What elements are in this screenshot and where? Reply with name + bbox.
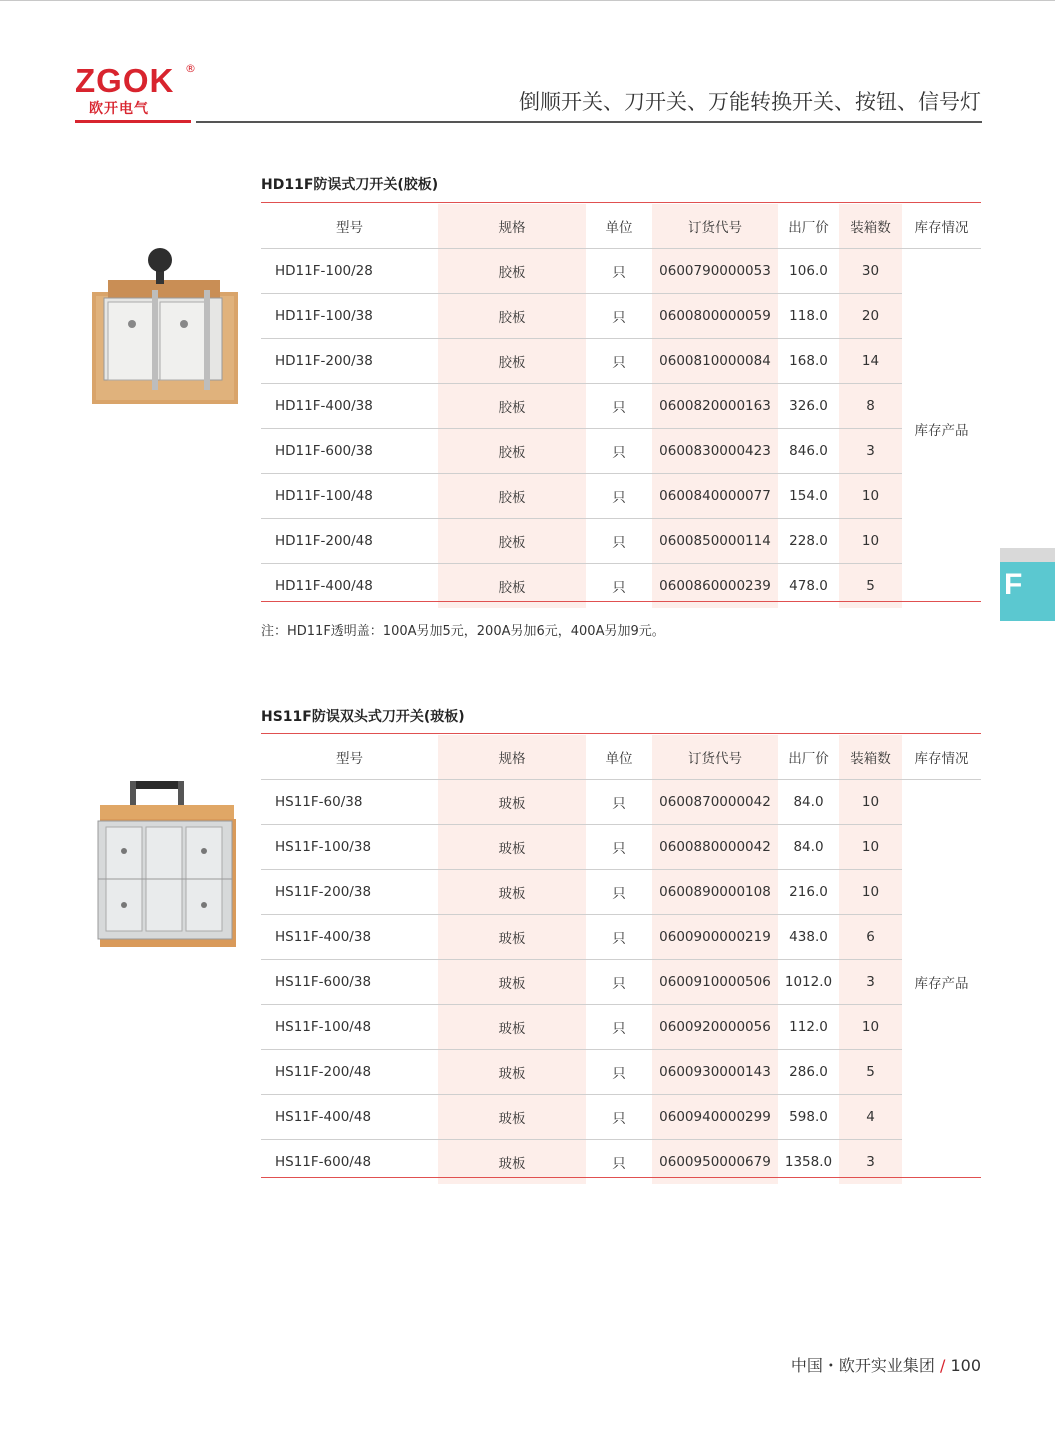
cell-price: 216.0 <box>778 870 839 915</box>
cell-spec: 玻板 <box>438 960 586 1005</box>
col-header-order-code: 订货代号 <box>652 204 778 249</box>
cell-pack-qty: 3 <box>839 429 902 474</box>
table-row <box>261 780 981 825</box>
cell-price: 168.0 <box>778 339 839 384</box>
cell-model: HD11F-400/48 <box>261 564 438 609</box>
cell-order-code: 0600860000239 <box>652 564 778 609</box>
cell-order-code: 0600850000114 <box>652 519 778 564</box>
col-header-stock: 库存情况 <box>914 220 969 236</box>
cell-unit: 只 <box>586 915 652 960</box>
table-row <box>261 474 981 519</box>
cell-pack-qty: 14 <box>839 339 902 384</box>
cell-unit: 只 <box>586 870 652 915</box>
cell-order-code: 0600800000059 <box>652 294 778 339</box>
table-header-row <box>261 735 981 780</box>
cell-price: 106.0 <box>778 249 839 294</box>
cell-model: HS11F-100/48 <box>261 1005 438 1050</box>
col-header-pack-qty: 装箱数 <box>839 735 902 780</box>
cell-price: 118.0 <box>778 294 839 339</box>
cell-price: 286.0 <box>778 1050 839 1095</box>
top-border <box>0 0 1055 1</box>
cell-pack-qty: 4 <box>839 1095 902 1140</box>
cell-order-code: 0600870000042 <box>652 780 778 825</box>
cell-price: 326.0 <box>778 384 839 429</box>
cell-order-code: 0600930000143 <box>652 1050 778 1095</box>
cell-model: HD11F-100/48 <box>261 474 438 519</box>
cell-pack-qty: 10 <box>839 870 902 915</box>
footer-company: 中国・欧开实业集团 <box>790 1356 935 1375</box>
cell-pack-qty: 3 <box>839 960 902 1005</box>
cell-pack-qty: 20 <box>839 294 902 339</box>
cell-order-code: 0600940000299 <box>652 1095 778 1140</box>
page-title: 倒顺开关、刀开关、万能转换开关、按钮、信号灯 <box>519 90 981 114</box>
cell-order-code: 0600890000108 <box>652 870 778 915</box>
cell-spec: 玻板 <box>438 1050 586 1095</box>
cell-price: 112.0 <box>778 1005 839 1050</box>
cell-price: 598.0 <box>778 1095 839 1140</box>
brand-name: ZGOK <box>75 62 175 99</box>
cell-pack-qty: 10 <box>839 474 902 519</box>
cell-unit: 只 <box>586 1050 652 1095</box>
cell-spec: 玻板 <box>438 825 586 870</box>
cell-model: HD11F-100/38 <box>261 294 438 339</box>
table-row <box>261 249 981 294</box>
cell-spec: 玻板 <box>438 780 586 825</box>
cell-order-code: 0600900000219 <box>652 915 778 960</box>
section-tab <box>1000 562 1055 621</box>
cell-spec: 玻板 <box>438 870 586 915</box>
brand-subtitle: 欧开电气 <box>89 101 149 117</box>
cell-model: HS11F-400/48 <box>261 1095 438 1140</box>
table-row <box>261 339 981 384</box>
cell-order-code: 0600830000423 <box>652 429 778 474</box>
cell-model: HD11F-100/28 <box>261 249 438 294</box>
table-row <box>261 1050 981 1095</box>
cell-unit: 只 <box>586 339 652 384</box>
section2-top-rule <box>261 733 981 734</box>
cell-pack-qty: 8 <box>839 384 902 429</box>
cell-pack-qty: 10 <box>839 1005 902 1050</box>
cell-spec: 胶板 <box>438 294 586 339</box>
cell-spec: 胶板 <box>438 339 586 384</box>
logo-underline <box>75 120 191 123</box>
cell-model: HS11F-100/38 <box>261 825 438 870</box>
cell-spec: 胶板 <box>438 249 586 294</box>
col-header-price: 出厂价 <box>788 751 829 767</box>
cell-model: HS11F-200/48 <box>261 1050 438 1095</box>
hd11f-product-image <box>92 240 240 410</box>
section2-bottom-rule <box>261 1177 981 1178</box>
section2-table <box>261 735 981 1184</box>
section-tab-letter: F <box>1004 568 1023 601</box>
cell-price: 478.0 <box>778 564 839 609</box>
cell-price: 438.0 <box>778 915 839 960</box>
cell-model: HS11F-200/38 <box>261 870 438 915</box>
cell-model: HD11F-200/38 <box>261 339 438 384</box>
cell-model: HD11F-200/48 <box>261 519 438 564</box>
hs11f-product-image <box>96 775 236 950</box>
col-header-order-code: 订货代号 <box>652 735 778 780</box>
cell-price: 846.0 <box>778 429 839 474</box>
table-header-row <box>261 204 981 249</box>
cell-unit: 只 <box>586 825 652 870</box>
cell-model: HD11F-400/38 <box>261 384 438 429</box>
col-header-model: 型号 <box>336 751 363 767</box>
cell-unit: 只 <box>586 1005 652 1050</box>
col-header-spec: 规格 <box>438 735 586 780</box>
table-row <box>261 870 981 915</box>
cell-spec: 玻板 <box>438 1095 586 1140</box>
registered-mark: ® <box>185 62 196 75</box>
table-row <box>261 294 981 339</box>
table-row <box>261 429 981 474</box>
col-header-unit: 单位 <box>605 220 633 236</box>
table-row <box>261 384 981 429</box>
cell-unit: 只 <box>586 1095 652 1140</box>
cell-spec: 玻板 <box>438 1005 586 1050</box>
cell-price: 154.0 <box>778 474 839 519</box>
col-header-model: 型号 <box>336 220 363 236</box>
cell-order-code: 0600910000506 <box>652 960 778 1005</box>
cell-unit: 只 <box>586 519 652 564</box>
cell-unit: 只 <box>586 780 652 825</box>
cell-stock: 库存产品 <box>902 780 981 1185</box>
cell-order-code: 0600810000084 <box>652 339 778 384</box>
cell-pack-qty: 5 <box>839 564 902 609</box>
table-row <box>261 1005 981 1050</box>
cell-pack-qty: 10 <box>839 519 902 564</box>
section1-top-rule <box>261 202 981 203</box>
section1-note: 注：HD11F透明盖：100A另加5元，200A另加6元，400A另加9元。 <box>261 624 665 639</box>
cell-model: HS11F-60/38 <box>261 780 438 825</box>
cell-pack-qty: 30 <box>839 249 902 294</box>
cell-order-code: 0600950000679 <box>652 1140 778 1185</box>
col-header-spec: 规格 <box>438 204 586 249</box>
cell-model: HD11F-600/38 <box>261 429 438 474</box>
table-row <box>261 915 981 960</box>
cell-unit: 只 <box>586 960 652 1005</box>
section1-title: HD11F防误式刀开关(胶板) <box>261 177 439 193</box>
cell-model: HS11F-400/38 <box>261 915 438 960</box>
cell-unit: 只 <box>586 1140 652 1185</box>
cell-order-code: 0600840000077 <box>652 474 778 519</box>
cell-unit: 只 <box>586 294 652 339</box>
cell-pack-qty: 3 <box>839 1140 902 1185</box>
page-number: 100 <box>950 1356 981 1375</box>
side-tab-cap <box>1000 548 1055 562</box>
footer-slash: / <box>939 1356 946 1375</box>
cell-price: 1358.0 <box>778 1140 839 1185</box>
cell-price: 1012.0 <box>778 960 839 1005</box>
cell-order-code: 0600920000056 <box>652 1005 778 1050</box>
col-header-pack-qty: 装箱数 <box>839 204 902 249</box>
section1-bottom-rule <box>261 601 981 602</box>
cell-spec: 胶板 <box>438 429 586 474</box>
table-row <box>261 519 981 564</box>
cell-unit: 只 <box>586 249 652 294</box>
cell-spec: 胶板 <box>438 519 586 564</box>
col-header-unit: 单位 <box>605 751 633 767</box>
cell-model: HS11F-600/48 <box>261 1140 438 1185</box>
cell-pack-qty: 6 <box>839 915 902 960</box>
cell-unit: 只 <box>586 474 652 519</box>
cell-order-code: 0600820000163 <box>652 384 778 429</box>
page-footer <box>791 1353 981 1376</box>
cell-spec: 胶板 <box>438 384 586 429</box>
table-row <box>261 825 981 870</box>
cell-unit: 只 <box>586 564 652 609</box>
cell-spec: 胶板 <box>438 474 586 519</box>
cell-order-code: 0600790000053 <box>652 249 778 294</box>
cell-unit: 只 <box>586 429 652 474</box>
cell-spec: 胶板 <box>438 564 586 609</box>
cell-price: 84.0 <box>778 780 839 825</box>
cell-price: 84.0 <box>778 825 839 870</box>
table-row <box>261 960 981 1005</box>
cell-pack-qty: 10 <box>839 780 902 825</box>
col-header-stock: 库存情况 <box>914 751 969 767</box>
cell-pack-qty: 10 <box>839 825 902 870</box>
cell-order-code: 0600880000042 <box>652 825 778 870</box>
brand-logo <box>75 62 195 124</box>
col-header-price: 出厂价 <box>788 220 829 236</box>
cell-stock: 库存产品 <box>902 249 981 609</box>
cell-spec: 玻板 <box>438 915 586 960</box>
header-rule <box>196 121 982 123</box>
cell-unit: 只 <box>586 384 652 429</box>
table-row <box>261 1095 981 1140</box>
cell-model: HS11F-600/38 <box>261 960 438 1005</box>
cell-spec: 玻板 <box>438 1140 586 1185</box>
cell-price: 228.0 <box>778 519 839 564</box>
cell-pack-qty: 5 <box>839 1050 902 1095</box>
section2-title: HS11F防误双头式刀开关(玻板) <box>261 709 465 725</box>
section1-table <box>261 204 981 608</box>
